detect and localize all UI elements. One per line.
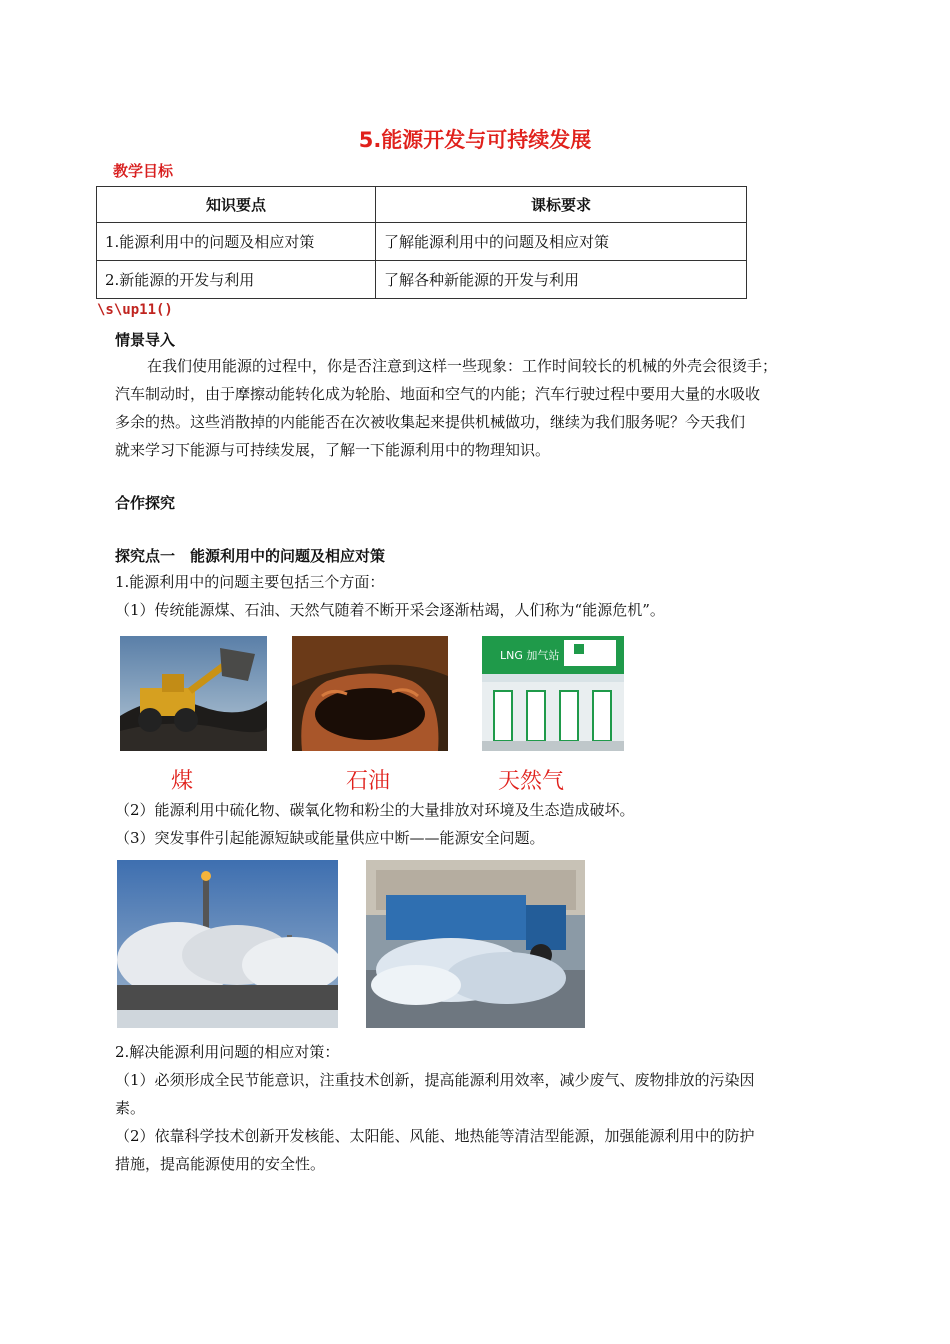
intro-heading: 情景导入 (115, 331, 176, 349)
table-cell: 1.能源利用中的问题及相应对策 (97, 223, 376, 261)
caption-oil: 石油 (346, 769, 391, 794)
intro-line: 就来学习下能源与可持续发展，了解一下能源利用中的物理知识。 (115, 441, 551, 459)
truck-exhaust-photo (366, 860, 585, 1028)
oil-photo (292, 636, 448, 751)
table-cell: 了解各种新能源的开发与利用 (376, 261, 747, 299)
intro-line: 多余的热。这些消散掉的内能能否在次被收集起来提供机械做功，继续为我们服务呢？今天我们 (115, 413, 746, 431)
intro-line: 汽车制动时，由于摩擦动能转化成为轮胎、地面和空气的内能；汽车行驶过程中要用大量的水吸收 (115, 385, 761, 403)
cooperate-heading: 合作探究 (115, 494, 176, 512)
table-cell: 了解能源利用中的问题及相应对策 (376, 223, 747, 261)
station-sign: LNG 加气站 (500, 649, 560, 662)
table-header-cell: 知识要点 (97, 187, 376, 223)
table-cell: 2.新能源的开发与利用 (97, 261, 376, 299)
objectives-heading: 教学目标 (113, 162, 174, 180)
table-row (97, 261, 747, 299)
section1-item2: （2）能源利用中硫化物、碳氧化物和粉尘的大量排放对环境及生态造成破坏。 (115, 801, 635, 819)
caption-coal: 煤 (171, 769, 194, 794)
intro-line: 在我们使用能源的过程中，你是否注意到这样一些现象：工作时间较长的机械的外壳会很烫手； (147, 357, 778, 375)
factory-pollution-photo (117, 860, 338, 1028)
table-row (97, 223, 747, 261)
section1-heading: 探究点一 能源利用中的问题及相应对策 (115, 547, 386, 565)
section2-item2-line: 措施，提高能源使用的安全性。 (115, 1155, 326, 1173)
section2-item2-line: （2）依靠科学技术创新开发核能、太阳能、风能、地热能等清洁型能源，加强能源利用中的防护 (115, 1127, 755, 1145)
section1-item3: （3）突发事件引起能源短缺或能量供应中断——能源安全问题。 (115, 829, 545, 847)
page-title: 5.能源开发与可持续发展 (358, 128, 592, 152)
table-header-cell: 课标要求 (376, 187, 747, 223)
gas-station-photo (482, 636, 624, 751)
field-code-artifact: \s\up11() (97, 302, 173, 318)
table-header-row (97, 187, 747, 223)
section1-intro: 1.能源利用中的问题主要包括三个方面： (115, 573, 385, 591)
section2-intro: 2.解决能源利用问题的相应对策： (115, 1043, 340, 1061)
intro-paragraph (115, 352, 850, 464)
objectives-table (96, 186, 747, 299)
section1-item1: （1）传统能源煤、石油、天然气随着不断开采会逐渐枯竭，人们称为“能源危机”。 (115, 601, 665, 619)
section2-item1-line: 素。 (115, 1099, 146, 1117)
section2-item1-line: （1）必须形成全民节能意识，注重技术创新，提高能源利用效率，减少废气、废物排放的污染因 (115, 1071, 755, 1089)
caption-natural-gas: 天然气 (498, 769, 565, 794)
coal-photo (120, 636, 267, 751)
